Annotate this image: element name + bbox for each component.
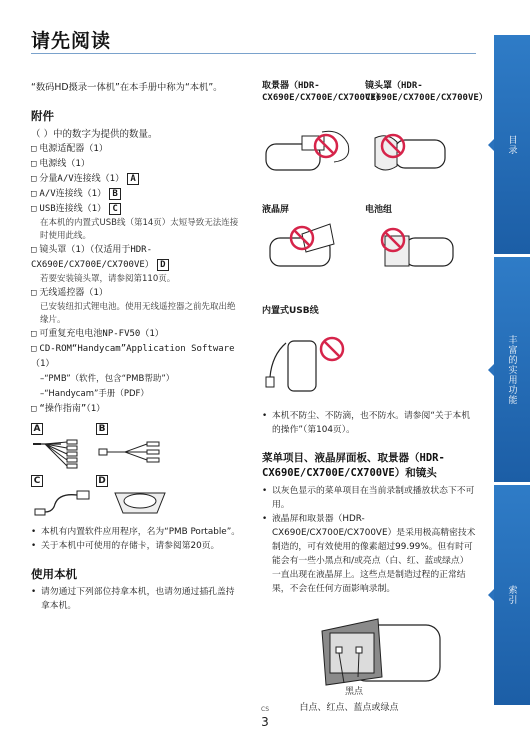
usb-prohibit-illustration <box>262 321 362 401</box>
accessory-item-text: 镜头罩（1）（仅适用于HDR-CX690E/CX700E/CX700VE） <box>31 245 154 270</box>
accessory-item-text: USB连接线（1） <box>39 204 107 214</box>
sidebar-tab-index[interactable] <box>494 485 530 705</box>
accessory-item <box>31 172 241 187</box>
accessories-figure <box>31 423 241 519</box>
accessory-item-text: 无线遥控器（1） <box>39 288 108 298</box>
sidebar-index-label: 索引 <box>506 585 517 605</box>
accessory-box-label: D <box>157 259 169 271</box>
accessory-item-note: 若要安装镜头罩，请参阅第110页。 <box>40 274 176 284</box>
menu-bullet-gray: • 以灰色显示的菜单项目在当前录制或播放状态下不可用。 <box>262 484 477 512</box>
usb-label: 内置式USB线 <box>262 306 319 316</box>
page-number: 3 <box>261 715 269 729</box>
accessory-sub-item: –“PMB”（软件，包含“PMB帮助”） <box>40 374 175 384</box>
accessory-item-text: A/V连接线（1） <box>39 189 107 199</box>
lcd-label: 液晶屏 <box>262 205 290 215</box>
accessory-item <box>31 142 241 157</box>
accessory-item-note: 已安装纽扣式锂电池。使用无线遥控器之前先取出绝缘片。 <box>40 302 236 325</box>
menu-heading: 菜单项目、液晶屏面板、取景器（HDR-CX690E/CX700E/CX700VE）和镜头 <box>262 452 445 479</box>
lcd-dots-illustration <box>318 617 448 689</box>
accessory-item <box>31 243 241 273</box>
accessory-item <box>31 286 241 301</box>
lcd-colored-dot-label: 白点、红点、蓝点或绿点 <box>299 703 399 713</box>
accessory-sub-item: –“Handycam”手册（PDF） <box>40 389 149 399</box>
intro-text: “数码HD摄录一体机”在本手册中称为“本机”。 <box>31 82 223 93</box>
fig-label-c: C <box>31 475 43 487</box>
accessory-item <box>31 157 241 172</box>
accessory-item <box>31 187 241 202</box>
lcd-prohibit-illustration <box>262 220 357 272</box>
fig-label-d: D <box>96 475 108 487</box>
accessory-item-note: 在本机的内置式USB线（第14页）太短导致无法连接时使用此线。 <box>40 218 239 241</box>
viewfinder-prohibit-illustration <box>262 128 357 178</box>
sidebar-toc-label: 目录 <box>506 134 517 155</box>
fig-label-a: A <box>31 423 43 435</box>
right-column <box>262 80 488 596</box>
left-bullet-card: • 关于本机中可使用的存储卡，请参阅第20页。 <box>31 539 241 553</box>
using-heading: 使用本机 <box>31 567 77 581</box>
lens-hood-illustration <box>109 487 171 519</box>
accessory-item-text: CD-ROM“Handycam”Application Software（1） <box>31 344 235 369</box>
battery-prohibit-illustration <box>365 220 460 272</box>
waterproof-bullet: • 本机不防尘、不防滴，也不防水。请参阅“关于本机的操作”（第104页）。 <box>262 409 477 437</box>
page-lang: CS <box>261 706 269 713</box>
left-column <box>31 80 241 613</box>
accessory-item <box>31 402 241 417</box>
viewfinder-label: 取景器（HDR-CX690E/CX700E/CX700VE） <box>262 81 385 103</box>
usb-cable-illustration <box>33 489 91 519</box>
accessory-box-label: A <box>127 173 139 185</box>
accessory-item-text: “操作指南”（1） <box>39 404 106 414</box>
accessories-note: （ ）中的数字为提供的数量。 <box>31 129 158 140</box>
accessory-box-label: C <box>109 203 121 215</box>
av-cable-illustration <box>97 438 167 468</box>
lens-hood-prohibit-illustration <box>365 128 460 178</box>
menu-bullet-pixels: • 液晶屏和取景器（HDR-CX690E/CX700E/CX700VE）是采用极高精密技术制造的，可有效使用的像素超过99.99%。但有时可能会有一些小黑点和/或亮点（白、红、蓝或绿点）一直出现在液晶屏上。这些点是制造过程的正常结果，不会在任何方面影响录制。 <box>262 512 477 596</box>
accessory-item <box>31 342 241 372</box>
accessory-item-text: 分量A/V连接线（1） <box>39 174 125 184</box>
accessories-heading: 附件 <box>31 109 54 123</box>
sidebar-tab-toc[interactable] <box>494 35 530 254</box>
title-rule <box>31 53 476 54</box>
left-bullet-pmb: • 本机有内置软件应用程序，名为“PMB Portable”。 <box>31 525 241 539</box>
accessory-item-text: 电源适配器（1） <box>39 144 108 154</box>
sidebar-tab-features[interactable] <box>494 257 530 482</box>
sidebar-features-label: 丰富的实用功能 <box>506 334 517 405</box>
using-bullet: • 请勿通过下列部位持拿本机，也请勿通过插孔盖持拿本机。 <box>31 585 241 613</box>
accessory-box-label: B <box>109 188 121 200</box>
accessory-item-text: 可重复充电电池NP-FV50（1） <box>39 329 164 339</box>
page-title: 请先阅读 <box>31 30 112 52</box>
component-cable-illustration <box>31 438 89 472</box>
accessories-list <box>31 142 241 417</box>
lens-hood-label: 镜头罩（HDR-CX690E/CX700E/CX700VE） <box>365 81 488 103</box>
accessory-item <box>31 202 241 217</box>
lcd-black-dot-label: 黑点 <box>345 687 364 697</box>
accessory-item <box>31 327 241 342</box>
accessory-item-text: 电源线（1） <box>39 159 90 169</box>
fig-label-b: B <box>96 423 108 435</box>
battery-label: 电池组 <box>365 205 393 215</box>
